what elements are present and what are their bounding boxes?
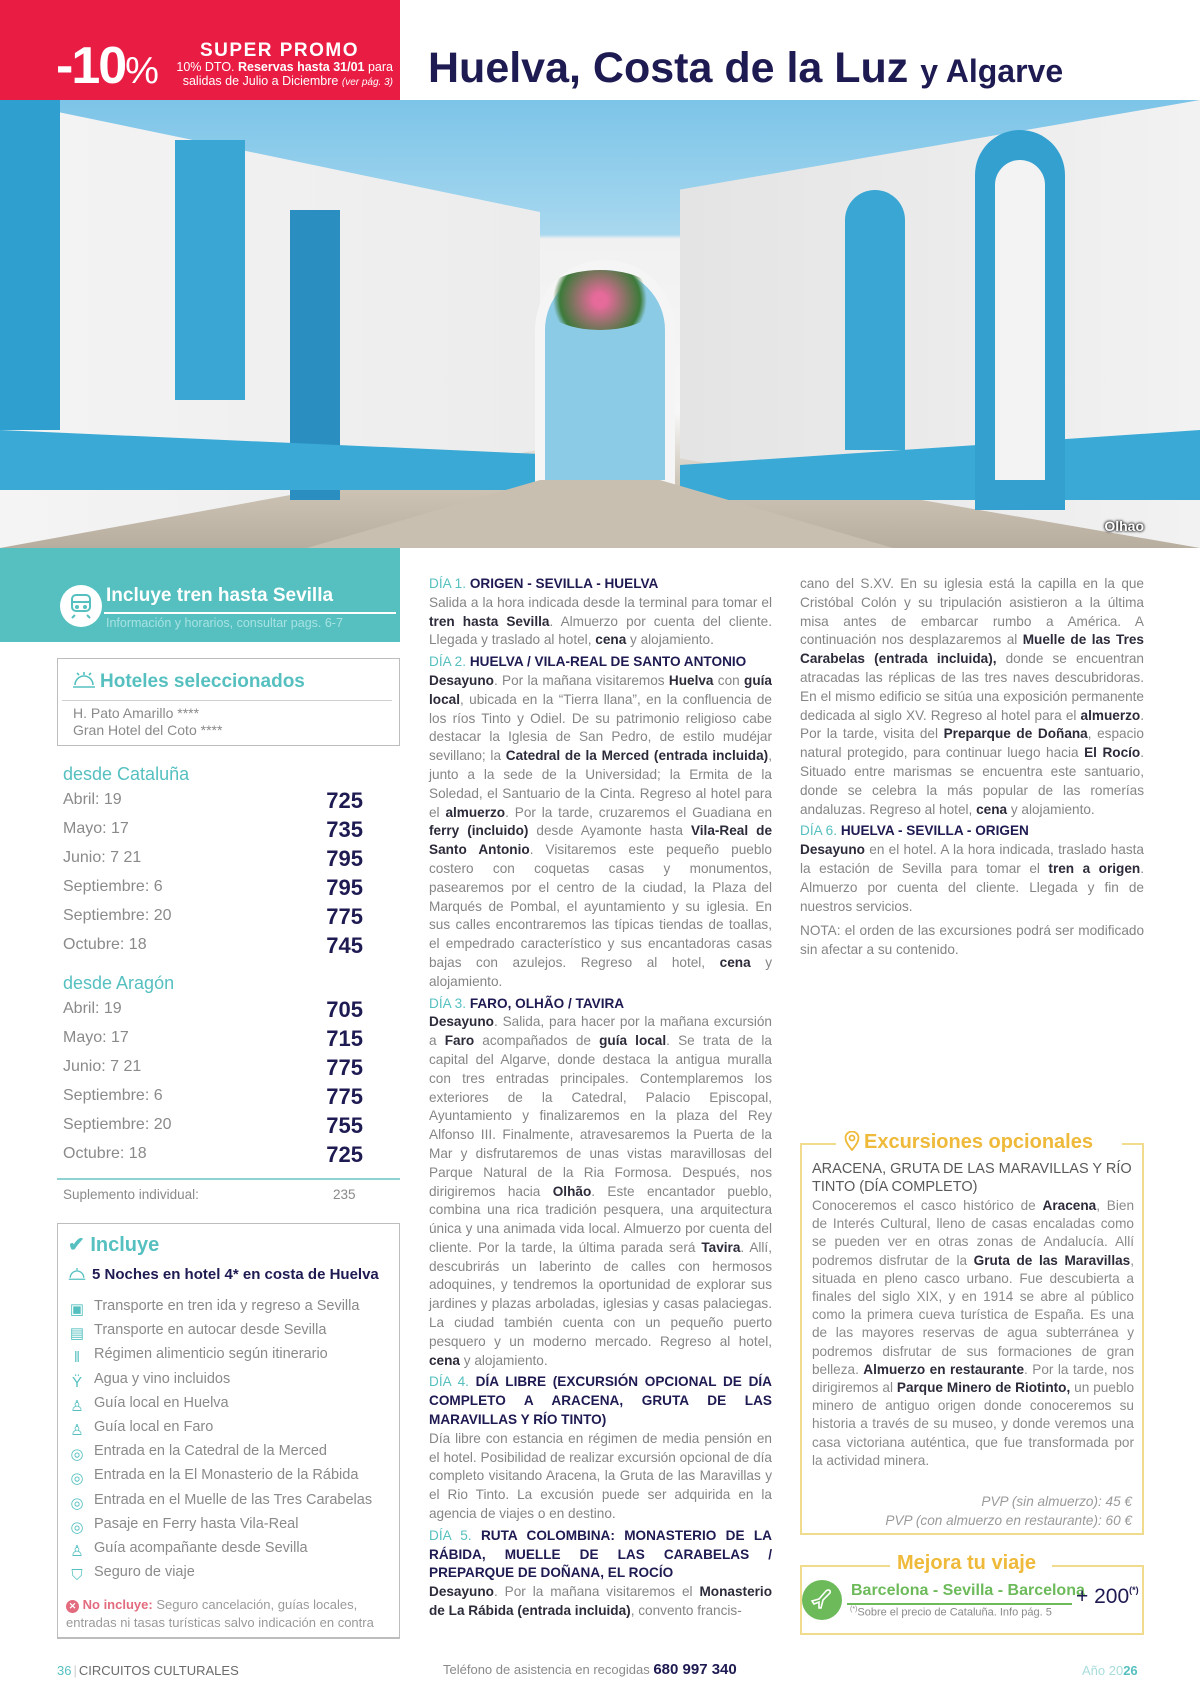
upgrade-route: Barcelona - Sevilla - Barcelona (851, 1582, 1085, 1599)
day-text: Desayuno. Salida, para hacer por la mañana excursión a Faro acompañados de guía local. Se trata de la capital del Algarve, donde destaca la antigua muralla con tres entradas principales. Contemplaremos los exteriores de la Catedral, Palacio Episcopal, Ayuntamiento y finalizaremos en la plaza del Rey Alfonso III. Finalmente, atravesaremos la Puerta de la Mar y disfrutaremos de unas vistas maravillosas del Parque Natural de la Ria Formosa. Después, nos dirigiremos hacia Olhão. Este encantador pueblo, combina una rica tradición pesquera, una arquitectura única y una animada vida local. Almuerzo por cuenta del cliente. Por la tarde, la última parada será Tavira. Allí, descubrirás un laberinto de calles con hermosos adoquines, y tendremos la oportunidad de explorar sus jardines y plazas arboladas, iglesias y casas palaciegas. La ciudad también cuenta con un pequeño puerto pesquero y un moderno mercado. Regreso al hotel, cena y alojamiento. (429, 1014, 772, 1368)
includes-item: ♙ Guía acompañante desde Sevilla (68, 1540, 372, 1564)
includes-item: ▤ Transporte en autocar desde Sevilla (69, 1322, 327, 1343)
price-table-aragon (63, 973, 373, 1174)
hotel-item: H. Pato Amarillo **** (73, 705, 200, 721)
excursion-title: ARACENA, GRUTA DE LAS MARAVILLAS Y RÍO TINTO (DÍA COMPLETO) (812, 1161, 1132, 1195)
day-heading: DÍA 1. ORIGEN - SEVILLA - HUELVA (429, 576, 659, 591)
day-heading: DÍA 6. HUELVA - SEVILLA - ORIGEN (800, 823, 1029, 839)
divider (104, 612, 396, 614)
optional-excursions-box (800, 1131, 1144, 1535)
hotels-heading: Hoteles seleccionados (72, 670, 305, 693)
includes-item: ◎ Pasaje en Ferry hasta Vila-Real (68, 1516, 372, 1540)
photo-flowers (540, 270, 660, 330)
train-banner-subtext: Información y horarios, consultar pags. 6-7 (106, 616, 343, 630)
upgrade-heading: Mejora tu viaje (897, 1552, 1036, 1574)
location-pin-icon (844, 1131, 860, 1151)
day-text: Día libre con estancia en régimen de media pensión en el hotel. Posibilidad de realizar excursión opcional de día completo visitando Aracena, la Gruta de las Maravillas y el Rio Tinto. La excusión puede ser adquirida en la agencia de viajes o en destino. (429, 1430, 772, 1522)
train-icon (60, 585, 102, 627)
price-row: Abril: 19 725 (63, 788, 363, 813)
price-row: Abril: 19 705 (63, 997, 363, 1022)
photo-caption: Olhao (1104, 518, 1144, 534)
single-supplement: Suplemento individual: 235 (63, 1187, 356, 1202)
itinerary-note: NOTA: el orden de las excursiones podrá ser modificado sin afectar a su contenido. (800, 923, 1144, 958)
price-row: Mayo: 17 715 (63, 1026, 363, 1051)
hotel-list (73, 705, 222, 739)
hotel-item: Gran Hotel del Coto **** (73, 722, 223, 738)
border (1122, 1143, 1144, 1145)
price-row: Octubre: 18 745 (63, 933, 363, 958)
includes-item: ǁ Régimen alimenticio según itinerario (68, 1346, 372, 1370)
divider (57, 1178, 400, 1180)
location-pin-icon: ◎ (70, 1494, 84, 1512)
excursion-description: Conoceremos el casco histórico de Aracena, Bien de Interés Cultural, lleno de casas encaladas como se pueden ver en otras zonas de Andalucía. Allí podremos disfrutar de la Gruta de las Maravillas, situada en pleno casco urbano. Fue descubierta a finales del siglo XIX, y en 1914 se abre al público como la primera cueva turística de España. Es una de las mayores reservas de agua subterránea y podremos disfrutar de sus formaciones de gran belleza. Almuerzo en restaurante. Por la tarde, nos dirigiremos al Parque Minero de Riotinto, un pueblo minero de antiguo origen donde conoceremos su historia a través de su museo, y donde veremos una casa victoriana auténtica, que fue transformada por la actividad minera. (812, 1198, 1135, 1468)
page-title: Huelva, Costa de la Luz y Algarve (428, 44, 1064, 92)
photo-door-panel (995, 160, 1045, 480)
not-included: ✕ No incluye: Seguro cancelación, guías locales, entradas ni tasas turísticas salvo indicación en contra (66, 1597, 374, 1630)
excursions-heading: Excursiones opcionales (840, 1131, 1097, 1154)
includes-heading: ✔ Incluye (68, 1234, 160, 1256)
price-row: Mayo: 17 735 (63, 817, 363, 842)
includes-item: ♙ Guía local en Faro (68, 1419, 372, 1443)
train-banner (0, 548, 400, 642)
location-pin-icon: ◎ (70, 1518, 84, 1536)
itinerary-column-2 (800, 575, 1144, 963)
hotels-box (57, 658, 400, 746)
location-pin-icon: ◎ (70, 1470, 84, 1488)
footer-phone: Teléfono de asistencia en recogidas 680 997 340 (443, 1661, 737, 1678)
price-row: Junio: 7 21 775 (63, 1055, 363, 1080)
wine-glass-icon: Ÿ (71, 1373, 82, 1391)
includes-list (68, 1298, 372, 1588)
day-heading: DÍA 5. RUTA COLOMBINA: MONASTERIO DE LA RÁBIDA, MUELLE DE LAS CARABELAS / PREPARQUE DE DOÑANA, EL ROCÍO (429, 1527, 773, 1581)
day-text: Desayuno. Por la mañana visitaremos el Monasterio de La Rábida (entrada incluida), convento francis- (429, 1584, 772, 1619)
price-with-lunch: PVP (con almuerzo en restaurante): 60 € (885, 1513, 1132, 1528)
price-row: Septiembre: 20 775 (63, 904, 363, 929)
price-row: Septiembre: 6 775 (63, 1084, 363, 1109)
reception-bell-icon (68, 1266, 86, 1282)
guide-icon: ♙ (70, 1397, 84, 1415)
includes-item: ♙ Guía local en Huelva (68, 1395, 372, 1419)
day-text: Desayuno en el hotel. A la hora indicada, traslado hasta la estación de Sevilla para tomar el tren a origen. Almuerzo por cuenta del cliente. Llegada y fin de nuestros servicios. (800, 842, 1144, 914)
includes-item: ⛉ Seguro de viaje (68, 1564, 372, 1588)
footer-year: Año 2026 (1082, 1663, 1138, 1678)
upgrade-price: + 200(*) (1076, 1585, 1139, 1608)
upgrade-note: (*)Sobre el precio de Cataluña. Info pág. 5 (850, 1606, 1052, 1619)
photo-window (175, 140, 245, 400)
reception-bell-icon (72, 670, 96, 690)
day-text: Desayuno. Por la mañana visitaremos Huelva con guía local, ubicada en la “Tierra llana”, en la confluencia de los ríos Tinto y Odiel. De su patrimonio religioso cabe destacar la Iglesia de San Pedro, de estilo mudéjar sevillano; la Catedral de la Merced (entrada incluida), junto a la sede de la Universidad; la Ermita de la Soledad, el Santuario de la Cinta. Regreso al hotel para el almuerzo. Por la tarde, cruzaremos el Guadiana en ferry (incluido) desde Ayamonte hasta Vila-Real de Santo Antonio. Visitaremos este pequeño pueblo costero con coquetas casas y monumentos, pasearemos por el centro de la ciudad, la Plaza del Marqués de Pombal, el ayuntamiento y su iglesia. En sus calles encontraremos las típicas tiendas de toallas, el empedrado característico y sus encantadoras casas bajas con azulejos. Regreso al hotel, cena y alojamiento. (429, 672, 773, 989)
includes-box (57, 1223, 400, 1639)
price-without-lunch: PVP (sin almuerzo): 45 € (981, 1494, 1132, 1509)
region-label: desde Aragón (63, 973, 175, 993)
price-row: Junio: 7 21 795 (63, 846, 363, 871)
price-row: Septiembre: 20 755 (63, 1113, 363, 1138)
photo-shutter (0, 100, 60, 430)
day-text-continued: cano del S.XV. En su iglesia está la capilla en la que Cristóbal Colón y su tripulación asistieron a la última misa antes de embarcar rumbo a América. A continuación nos desplazaremos al Muelle de las Tres Carabelas (entrada incluida), donde se encuentran atracadas las réplicas de las tres naves descubridoras. En el mismo edificio se sitúa una exposición permanente dedicada al siglo XV. Regreso al hotel para el almuerzo. Por la tarde, visita del Preparque de Doñana, espacio natural protegido, para continuar luego hacia El Rocío. Situado entre marismas se encuentra este santuario, donde se celebra la más popular de las romerías andaluzas. Regreso al hotel, cena y alojamiento. (800, 576, 1144, 817)
day-text: Salida a la hora indicada desde la terminal para tomar el tren hasta Sevilla. Almuerzo por cuenta del cliente. Llegada y traslado al hotel, cena y alojamiento. (429, 594, 773, 648)
includes-item: ◎ Entrada en el Muelle de las Tres Carabelas (68, 1492, 372, 1516)
airplane-icon (802, 1580, 842, 1620)
divider (62, 700, 392, 701)
promo-text: 10% DTO. Reservas hasta 31/01 para salidas de Julio a Diciembre (ver pág. 3) (176, 60, 393, 88)
promo-discount: -10% (56, 37, 157, 95)
includes-item: ◎ Entrada en la El Monasterio de la Rábida (68, 1467, 372, 1491)
price-row: Septiembre: 6 795 (63, 875, 363, 900)
photo-arched-window (845, 190, 905, 450)
upgrade-box (800, 1552, 1144, 1635)
itinerary-column-1 (429, 575, 772, 1624)
promo-title: SUPER PROMO (200, 40, 360, 61)
includes-item: Ÿ Agua y vino incluidos (68, 1371, 372, 1395)
includes-item: ▣ Transporte en tren ida y regreso a Sevilla (69, 1298, 360, 1318)
close-circle-icon: ✕ (66, 1600, 79, 1613)
excursion-prices (885, 1492, 1132, 1530)
footer-section: 36 | CIRCUITOS CULTURALES (57, 1663, 239, 1678)
promo-banner (0, 0, 400, 100)
train-banner-heading: Incluye tren hasta Sevilla (106, 585, 334, 606)
cutlery-icon: ǁ (73, 1349, 81, 1367)
border (1052, 1565, 1144, 1567)
day-heading: DÍA 4. DÍA LIBRE (EXCURSIÓN OPCIONAL DE DÍA COMPLETO A ARACENA, GRUTA DE LAS MARAVILLAS Y RÍO TINTO) (429, 1374, 772, 1428)
shield-icon: ⛉ (71, 1567, 83, 1585)
guide-icon: ♙ (70, 1542, 84, 1560)
region-label: desde Cataluña (63, 764, 190, 784)
includes-main-item: 5 Noches en hotel 4* en costa de Huelva (68, 1266, 379, 1283)
border (800, 1143, 836, 1145)
includes-item: ◎ Entrada en la Catedral de la Merced (68, 1443, 372, 1467)
divider (847, 1603, 1072, 1605)
day-heading: DÍA 3. FARO, OLHÃO / TAVIRA (429, 995, 625, 1011)
price-table-cataluna (63, 764, 373, 965)
border (800, 1565, 890, 1567)
price-row: Octubre: 18 725 (63, 1142, 363, 1167)
bus-icon: ▤ (69, 1325, 85, 1343)
day-heading: DÍA 2. HUELVA / VILA-REAL DE SANTO ANTONIO (429, 654, 747, 670)
location-pin-icon: ◎ (70, 1446, 84, 1464)
train-icon: ▣ (69, 1301, 85, 1318)
guide-icon: ♙ (70, 1421, 84, 1439)
hero-photo (0, 100, 1200, 548)
